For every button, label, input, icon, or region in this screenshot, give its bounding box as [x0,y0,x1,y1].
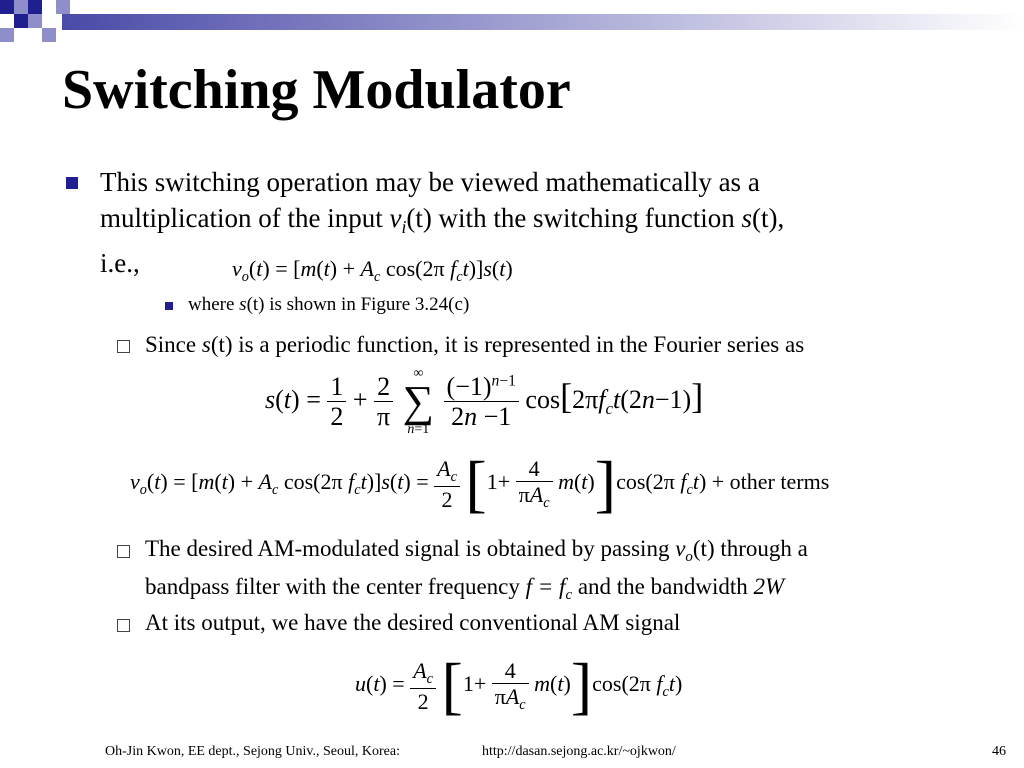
equation-vo-expanded: $v_o(t) = [m(t) + A_c$ cos(2π $f_ct)]s(t)$ = $\frac{A_c}{2}$ [1+ $\frac{4}{\pi A_c}$ m(t)]cos(2π $f_ct$) + other terms [130,448,830,519]
equation-fourier: s(t) = $\frac{1}{2}$ + $\frac{2}{\pi}$ ∞ ∑ n=1 $\frac{(-1)^{n-1}}{2n -1}$ $\cos[2\pi f_ct(2n-1)]$ [265,366,704,437]
bullet-marker [117,545,130,558]
footer-author: Oh-Jin Kwon, EE dept., Sejong Univ., Seoul, Korea: [105,744,400,759]
bullet-marker [165,302,173,310]
bullet-text: This switching operation may be viewed mathematically as a multiplication of the input $v_i(t)$ with the switching function s(t), i.e., [100,167,785,279]
bullet-marker [66,177,78,189]
bullet-marker [117,619,130,632]
equation-am-signal: u(t) = $\frac{A_c}{2}$ [1+ $\frac{4}{\pi A_c}$ m(t)]cos(2π $f_ct$) [355,650,683,721]
page-number: 46 [992,744,1006,759]
bullet-marker [117,340,130,353]
page-title: Switching Modulator [62,59,571,121]
output-text: At its output, we have the desired conventional AM signal [145,610,681,635]
equation-vo: $v_o(t) = [m(t) + A_c$ cos(2π $f_ct)]s(t)$ [232,256,513,285]
since-text: Since s(t) is a periodic function, it is represented in the Fourier series as [145,332,805,357]
where-text: where s(t) is shown in Figure 3.24(c) [188,294,470,315]
desired-text: The desired AM-modulated signal is obtained by passing $v_o(t)$ through a bandpass filter with the center frequency $f = f_c$ and the bandwidth 2W [145,536,808,604]
footer-url[interactable]: http://dasan.sejong.ac.kr/~ojkwon/ [482,744,676,759]
